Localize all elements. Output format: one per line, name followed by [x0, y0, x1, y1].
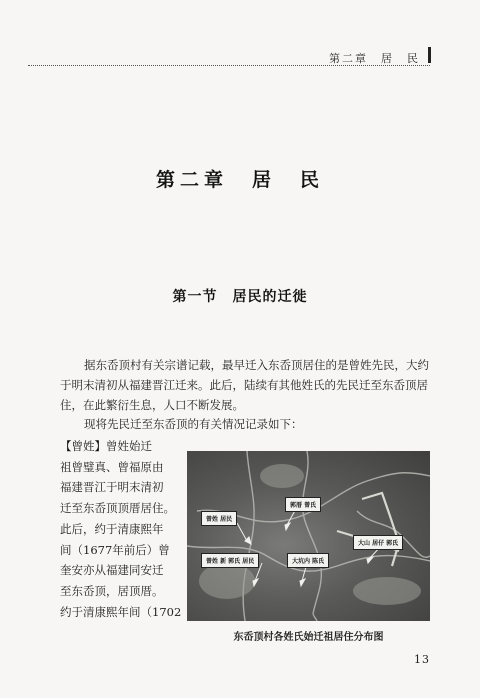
map-label-2: 曾姓 新 郭氏 居民 — [201, 553, 259, 568]
zeng-surname-label: 【曾姓】 — [60, 439, 106, 453]
figure-caption: 东岙顶村各姓氏始迁祖居住分布图 — [233, 632, 384, 643]
side-line-4: 此后，约于清康熙年 — [60, 521, 164, 536]
side-line-1: 祖曾璧真、曾福原由 — [60, 459, 164, 474]
map-label-3: 大坑内 陈氏 — [287, 553, 329, 568]
side-line-8: 约于清康熙年间（1702 — [60, 604, 182, 619]
intro-paragraph-text: 据东岙顶村有关宗谱记载，最早迁入东岙顶居住的是曾姓先民，大约于明末清初从福建晋江迁来。此后，陆续有其他姓氏的先民迁至东岙顶居住，在此繁衍生息，人口不断发展。 — [60, 358, 429, 412]
side-line-6: 奎安亦从福建同安迁 — [60, 563, 164, 578]
lead-in-paragraph-text: 现将先民迁至东岙顶的有关情况记录如下： — [84, 417, 303, 431]
map-label-4: 大山 居仔 郭氏 — [353, 535, 403, 550]
page-number: 13 — [414, 653, 430, 666]
running-head-bar — [428, 47, 431, 63]
settlement-map-photo — [187, 451, 430, 621]
side-line — [60, 436, 180, 457]
side-line-2: 福建晋江于明末清初 — [60, 480, 164, 495]
side-line-7: 至东岙顶，居顶厝。 — [60, 583, 164, 598]
zeng-surname-text — [60, 436, 180, 622]
header-dotted-rule — [28, 65, 430, 66]
chapter-title: 第二章 居 民 — [155, 169, 324, 191]
map-label-0: 曾姓 居民 — [201, 511, 237, 526]
map-label-1: 郭厝 曾氏 — [285, 497, 321, 512]
running-head: 第二章 居 民 — [329, 52, 420, 65]
side-line-5: 间（1677年前后）曾 — [60, 542, 170, 557]
side-line-0: 曾姓始迁 — [106, 439, 152, 453]
side-line-3: 迁至东岙顶顶厝居住。 — [60, 501, 175, 516]
intro-paragraph — [60, 355, 430, 415]
lead-in-paragraph — [60, 414, 430, 434]
section-title: 第一节 居民的迁徙 — [172, 289, 308, 305]
